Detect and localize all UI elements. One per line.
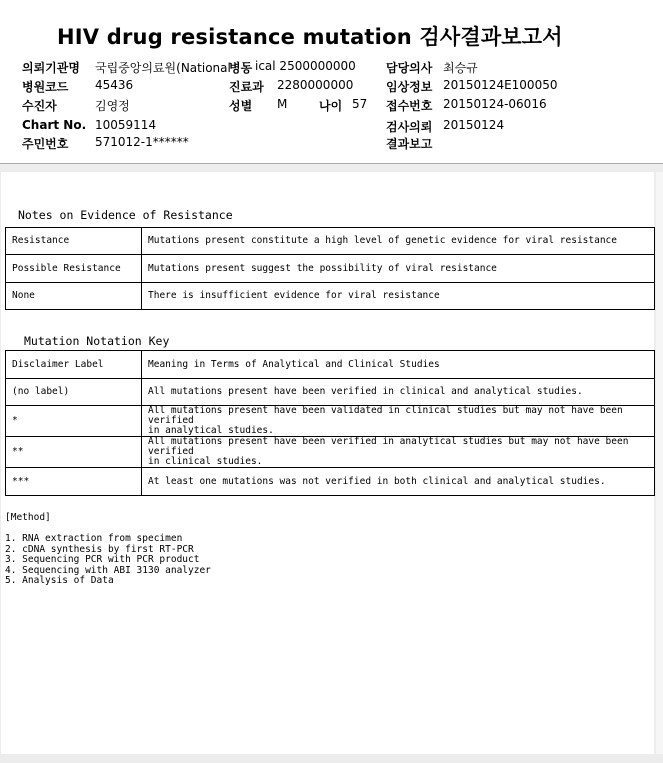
report-title: HIV drug resistance mutation 검사결과보고서 xyxy=(57,25,563,49)
request-label: 검사의뢰 xyxy=(386,120,433,134)
chart-value: 10059114 xyxy=(95,118,157,132)
evidence-label: Possible Resistance xyxy=(6,255,142,283)
resident-value: 571012-1****** xyxy=(95,135,189,149)
notation-header-text: Meaning in Terms of Analytical and Clinical Studies xyxy=(142,351,655,379)
method-step: 2. cDNA synthesis by first RT-PCR xyxy=(5,543,194,555)
table-row xyxy=(6,351,655,379)
hospital-code-value: 45436 xyxy=(95,78,134,92)
report-body xyxy=(1,172,654,754)
notation-text: All mutations present have been verified in analytical studies but may not have been verified in clinical studies. xyxy=(142,437,655,468)
doctor-value: 최승규 xyxy=(443,61,478,75)
notation-label: *** xyxy=(6,468,142,496)
notation-label: (no label) xyxy=(6,379,142,406)
evidence-text: Mutations present constitute a high level of genetic evidence for viral resistance xyxy=(142,228,655,255)
notation-text: All mutations present have been validated in clinical studies but may not have been verified in analytical studies. xyxy=(142,406,655,437)
table-row xyxy=(6,468,655,496)
method-heading: [Method] xyxy=(5,512,51,523)
ward-value: ical 2500000000 xyxy=(255,59,356,73)
table-row xyxy=(6,406,655,437)
hospital-code-label: 병원코드 xyxy=(22,80,69,94)
table-row xyxy=(6,379,655,406)
notation-label: * xyxy=(6,406,142,437)
clinical-info-label: 임상정보 xyxy=(386,80,433,94)
institution-label: 의뢰기관명 xyxy=(22,61,80,75)
notation-table xyxy=(5,350,655,496)
receipt-value: 20150124-06016 xyxy=(443,97,547,111)
method-step: 3. Sequencing PCR with PCR product xyxy=(5,554,200,565)
method-step: 1. RNA extraction from specimen xyxy=(5,533,183,544)
request-value: 20150124 xyxy=(443,118,505,132)
age-label: 나이 xyxy=(319,99,343,113)
ward-label: 병동 xyxy=(229,61,253,75)
clinical-info-value: 20150124E100050 xyxy=(443,78,558,92)
evidence-label: None xyxy=(6,283,142,310)
doctor-label: 담당의사 xyxy=(386,61,433,75)
table-row xyxy=(6,437,655,468)
page-edge xyxy=(656,172,663,754)
chart-label: Chart No. xyxy=(22,118,87,132)
notation-header-label: Disclaimer Label xyxy=(6,351,142,379)
age-value: 57 xyxy=(352,97,368,111)
table-row xyxy=(6,283,655,310)
notation-label: ** xyxy=(6,437,142,468)
table-row xyxy=(6,228,655,255)
department-value: 2280000000 xyxy=(277,78,354,92)
report-label: 결과보고 xyxy=(386,137,433,151)
patient-label: 수진자 xyxy=(22,99,57,113)
table-row xyxy=(6,255,655,283)
notation-text: All mutations present have been verified in clinical and analytical studies. xyxy=(142,379,655,406)
notation-heading: Mutation Notation Key xyxy=(24,334,170,348)
department-label: 진료과 xyxy=(229,80,264,94)
method-step: 5. Analysis of Data xyxy=(5,575,114,586)
sex-label: 성별 xyxy=(229,99,253,113)
evidence-heading: Notes on Evidence of Resistance xyxy=(18,208,233,222)
patient-value: 김영정 xyxy=(95,99,130,113)
evidence-label: Resistance xyxy=(6,228,142,255)
evidence-table xyxy=(5,227,655,310)
receipt-label: 접수번호 xyxy=(386,99,433,113)
evidence-text: Mutations present suggest the possibility of viral resistance xyxy=(142,255,655,283)
report-header xyxy=(0,0,663,164)
institution-value: 국립중앙의료원(National xyxy=(95,61,231,75)
evidence-text: There is insufficient evidence for viral resistance xyxy=(142,283,655,310)
resident-label: 주민번호 xyxy=(22,137,69,151)
method-step: 4. Sequencing with ABI 3130 analyzer xyxy=(5,564,211,576)
sex-value: M xyxy=(277,97,288,111)
notation-text: At least one mutations was not verified in both clinical and analytical studies. xyxy=(142,468,655,496)
